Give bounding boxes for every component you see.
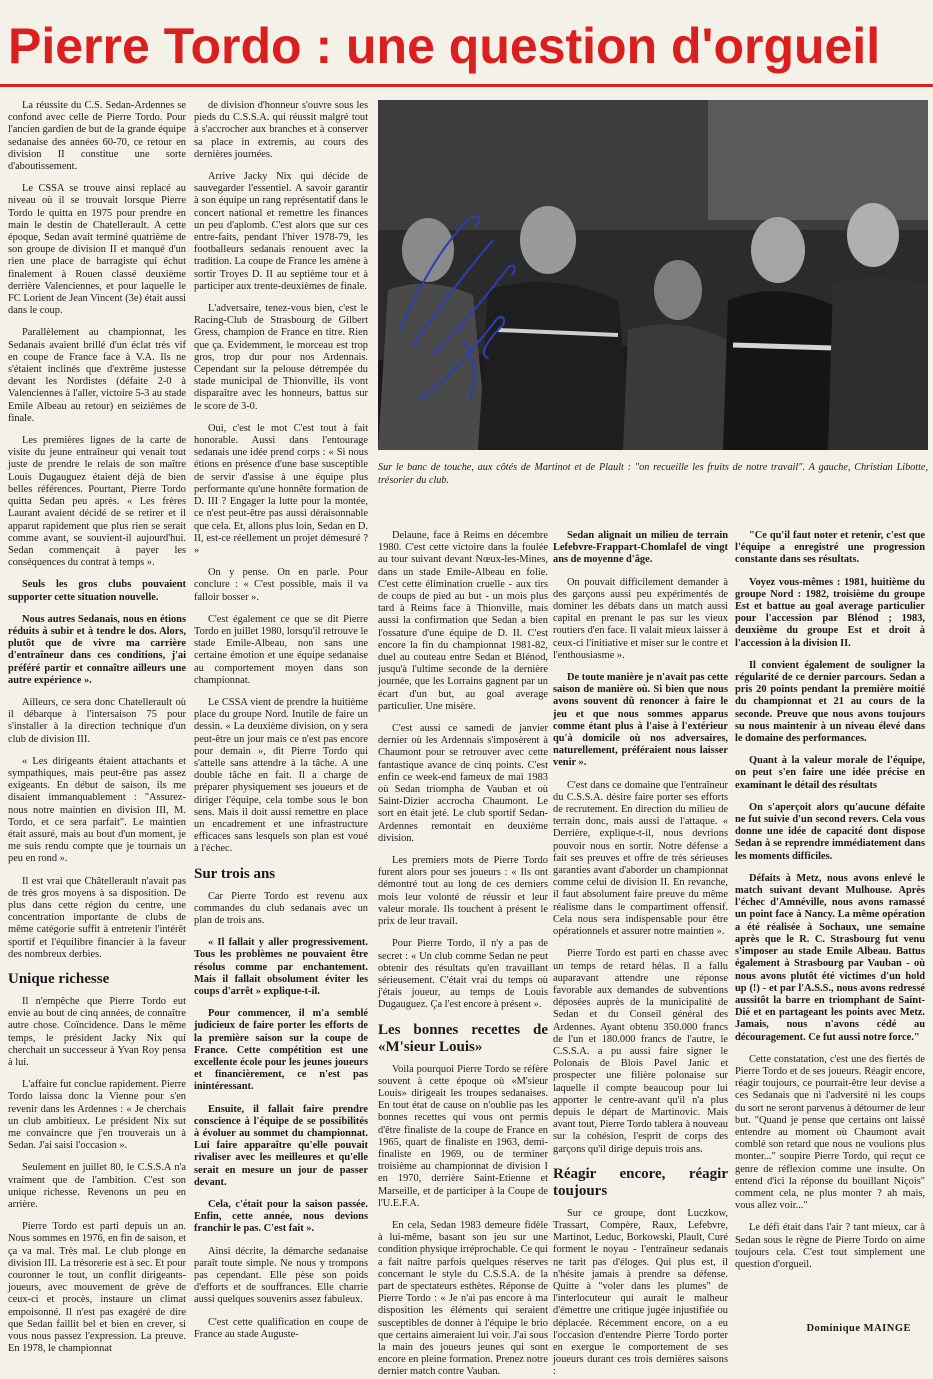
paragraph: En cela, Sedan 1983 demeure fidèle à lui-même, basant son jeu sur une condition physique irréprochable. Ce qui a fait naître parfois quelques réserves concernant le style du C.S.S.A. de la part de spectateurs esthètes. Réponse de Pierre Tordo : « Je n'ai pas encore à ma disposition les éléments qui seraient susceptibles de donner à l'équipe le brio que certains aimeraient lui voir. J'ai sous la main des joueurs jeunes qui sont encore en pleine formation. Prenez notre dernier match contre Vauban.	[378, 1219, 548, 1378]
article-title: Pierre Tordo : une question d'orgueil	[8, 18, 881, 74]
paragraph: De toute manière je n'avait pas cette saison de manière où. Si bien que nous avons souvent dû renoncer à faire le jeu et que nous sommes apparus comme étant plus à l'aise à l'extérieur qu'à domicile où nos adversaires, naturellement, préféraient nous laisser venir ».	[553, 672, 728, 769]
paragraph: C'est dans ce domaine que l'entraîneur du C.S.S.A. désire faire porter ses efforts de recrutement. En direction du milieu de terrain donc, mais aussi de l'attaque. « Derrière, explique-t-il, nous devrions pouvoir nous en sortir. Notre défense a fait ses preuves et offre de très sérieuses garanties avant d'aborder un championnat comme celui de division II. En revanche, il faut absolument faire preuve du même réalisme dans le compartiment offensif. Cela nous sera indispensable pour être opérationnels et assurer notre maintien ».	[553, 779, 728, 938]
paragraph: Oui, c'est le mot C'est tout à fait honorable. Aussi dans l'entourage sedanais une idée prend corps : « Si nous étions en présence d'une base susceptible de servir d'assise à une équipe plus performante qu'une honnête formation de D. III ? Engager la lutte pour la montée, ce n'est peut-être pas aussi déraisonnable que cela. Et, allons plus loin, Sedan en D. II, est-ce réellement un projet démesuré ? »	[194, 422, 368, 556]
paragraph: On s'aperçoit alors qu'aucune défaite ne fut suivie d'un second revers. Cela vous donne une idée de capacité dont dispose Sedan à se reprendre immédiatement dans les moments difficiles.	[735, 801, 925, 862]
paragraph: C'est cette qualification en coupe de France au stade Auguste-	[194, 1316, 368, 1340]
paragraph: Car Pierre Tordo est revenu aux commandes du club sedanais avec un plan de trois ans.	[194, 890, 368, 926]
paragraph: Ailleurs, ce sera donc Chatellerault où il débarque à l'intersaison 75 pour s'installer à la direction technique d'un club de division III.	[8, 696, 186, 745]
paragraph: Sur ce groupe, dont Luczkow, Trassart, Compère, Raux, Lefebvre, Martinot, Leduc, Borkowski, Plault, Curé forment le noyau - l'entraîneur sedanais ne tarit pas d'éloges. Qui plus est, il n'hésite jamais à prendre sa défense. Quitte à "voler dans les plumes" de l'interlocuteur qui aurait le malheur d'émettre une critique jugée injustifiée ou déplacée. Récemment encore, on a eu l'occasion d'entendre Pierre Tordo porter en exergue le comportement de ses joueurs durant ces trois dernières saisons :	[553, 1207, 728, 1378]
column-2	[194, 100, 368, 1340]
paragraph: Cette constatation, c'est une des fiertés de Pierre Tordo et de ses joueurs. Réagir encore, réagir toujours, ce pourrait-être leur devise a ces Sedanais que ni l'adversité ni les coups du sort ne seront parvenus à détourner de leur but. "Quand je pense que certains ont laissé entendre au moment où Chaumont avait comblé son retard que nous ne voulions plus monter..." soupire Pierre Tordo, qui reçut ce genre de réflexion comme une insulte. On entend d'ici la réponse du bouillant Niçois" comment cela, ne plus monter ? ah mais, vous allez voir..."	[735, 1053, 925, 1212]
section-heading: Sur trois ans	[194, 865, 276, 882]
paragraph: de division d'honneur s'ouvre sous les pieds du C.S.S.A. qui réussit malgré tout à s'accrocher aux branches et à conserver sa place in extremis, au cours des dernières journées.	[194, 100, 368, 160]
column-5	[735, 530, 925, 1320]
paragraph: On pouvait difficilement demander à des garçons aussi peu expérimentés de dominer les débats dans un match aussi capital en prenant le pas sur les vieux routiers d'en face. Il valait mieux laisser à ceux-ci l'initiative et miser sur le contre et l'enthousiasme ».	[553, 576, 728, 661]
paragraph: L'adversaire, tenez-vous bien, c'est le Racing-Club de Strasbourg de Gilbert Gress, champion de France en titre. Rien que ça. Evidemment, le morceau est trop gros, trop dur pour nos Ardennais. Cependant sur la pelouse détrempée du stade municipal de Thionville, ils vont disparaître avec les honneurs, battus sur le score de 3-0.	[194, 303, 368, 412]
paragraph: Pour commencer, il m'a semblé judicieux de faire porter les efforts de la première saison sur la coupe de France. Cette compétition est une excellente école pour les jeunes joueurs et financièrement, ce n'est pas inintéressant.	[194, 1008, 368, 1093]
paragraph: Défaits à Metz, nous avons enlevé le match suivant devant Mulhouse. Après l'échec d'Amnéville, nous avons ramassé un point face à Nancy. La même opération a été réalisée à Sochaux, une semaine après que le R. C. Strasbourg fut venu s'imposer au stade Emile Albeau. Battus également à Strasbourg par Vauban - où nous avons plutôt été victimes d'un hold up (!) - et par l'A.S.S., nous avons redressé aussitôt la barre en triomphant de Saint-Dié et en partageant les points avec Metz. Jamais, nous n'avons cédé au découragement. Ce fut aussi notre force."	[735, 872, 925, 1043]
paragraph: L'affaire fut conclue rapidement. Pierre Tordo laissa donc la Vienne pour s'en revenir dans les Ardennes : « Je cherchais un club ambitieux. Le président Nix sut me convaincre que j'en trouverais un à Sedan. J'ai saisi l'occasion ».	[8, 1079, 186, 1152]
paragraph: Seuls les gros clubs pouvaient supporter cette situation nouvelle.	[8, 579, 186, 603]
paragraph: Voila pourquoi Pierre Tordo se réfère souvent à cette époque où «M'sieur Louis» dirigeait les troupes sedanaises. En tout état de cause on n'oublie pas les bonnes recettes qui vous ont permis d'être finaliste de la coupe de France en 1965, quart de finaliste en 1963, demi-finaliste en 1969, ou de terminer troisième au championnat de division I en 1970, derrière Saint-Etienne et Marseille, et de participer à la Coupe de l'U.E.F.A.	[378, 1063, 548, 1209]
paragraph: Ainsi décrite, la démarche sedanaise paraît toute simple. Ne nous y trompons pas cependant. Elle pèse son poids d'efforts et de souffrances. Elle charrie aussi quelques souvenirs assez fabuleux.	[194, 1245, 368, 1306]
paragraph: Sedan alignait un milieu de terrain Lefebvre-Frappart-Chomlafel de vingt ans de moyenne d'âge.	[553, 530, 728, 566]
paragraph: Ensuite, il fallait faire prendre conscience à l'équipe de se possibilités à évoluer au sommet du championnat. Lui faire apparaître qu'elle pouvait rivaliser avec les meilleures et qu'elle serait en mesure un jour de passer devant.	[194, 1103, 368, 1188]
paragraph: C'est aussi ce samedi de janvier dernier où les Ardennais s'imposèrent à Chaumont pour se retrouver avec cette fantastique avance de cinq points. C'est enfin ce week-end fameux de mai 1983 où Sedan triompha de Vauban et où Saint-Dizier accrocha Chaumont. Le sort en était jeté. Le club sportif Sedan-Ardennes remontait en deuxième division.	[378, 723, 548, 844]
paragraph: Il convient également de souligner la régularité de ce dernier parcours. Sedan a pris 20 points pendant la première moitié du championnat et 21 au cours de la seconde. Preuve que nous avons toujours su nous maintenir à un niveau élevé dans le domaine des performances.	[735, 659, 925, 745]
paragraph: On y pense. On en parle. Pour conclure : « C'est possible, mais il va falloir bosser ».	[194, 567, 368, 603]
paragraph: Parallèlement au championnat, les Sedanais avaient brillé d'un éclat très vif en coupe de France face à V.A. Ils ne s'étaient inclinés que d'extrême justesse devant les Nordistes (défaite 2-0 à Valenciennes à l'aller, victoire 5-3 au stade Emile Albeau au retour) en seizièmes de finale.	[8, 327, 186, 424]
author-signature: Dominique MAINGE	[806, 1323, 911, 1334]
paragraph: Le CSSA vient de prendre la huitième place du groupe Nord. Inutile de faire un dessin. « La deuxième division, on y sera peut-être un jour mais ce n'est pas encore pour demain », dit Pierre Tordo qui s'attelle sans attendre à la tâche. A une double tâche en fait. Il a charge de préparer physiquement ses joueurs et de diriger l'équipe, cela tombe sous le bon sens. Mais il doit aussi remettre en place un encadrement et une infrastructure efficaces sans lesquels son plan est voué à l'échec.	[194, 696, 368, 855]
paragraph: Seulement en juillet 80, le C.S.S.A n'a vraiment que de l'ambition. C'est son unique richesse. Revenons un peu en arrière.	[8, 1162, 186, 1211]
paragraph: « Les dirigeants étaient attachants et sympathiques, mais peut-être pas assez exigeants. En début de saison, ils me disaient immanquablement : "Assurez-nous notre maintien en division III, M. Tordo, et ce sera parfait". Le maintien était assuré, mais au bout d'un moment, je me suis rendu compte que je tournais un peu en rond ».	[8, 755, 186, 865]
paragraph: Le CSSA se trouve ainsi replacé au niveau où il se trouvait lorsque Pierre Tordo le quitta en 1975 pour prendre en main le destin de Chatellerault. A cette époque, Sedan avait terminé quatrième de son groupe de division II et manqué d'un rien une place de barragiste qui échut finalement à Rouen classé deuxième derrière Valenciennes, et pour laquelle le FC Lorient de Jean Vincent (3e) était aussi dans le coup.	[8, 183, 186, 317]
paragraph: « Il fallait y aller progressivement. Tous les problèmes ne pouvaient être résolus comme par enchantement. Mais il fallait obsolument éviter les coups d'arrêt » explique-t-il.	[194, 937, 368, 997]
paragraph: Pierre Tordo est parti en chasse avec un temps de retard hélas. Il a fallu auparavant attendre une réponse favorable aux demandes de subventions déposées auprès de la municipalité de Sedan et du Conseil général des Ardennes. Ayant obtenu 350.000 francs de l'un et 180.000 francs de l'autre, le C.S.S.A. a pu aussi faire signer le Polonais de Blois Pavel Janic et prospecter une filière polonaise sur laquelle il compte beaucoup pour lui apporter le centre-avant qu'il n'a plus depuis le départ de Martinovic. Mais avant tout, Pierre Tordo tablera à nouveau sur la cohésion, l'esprit de corps des garçons qu'il dirige depuis trois ans.	[553, 948, 728, 1155]
paragraph: Les premiers mots de Pierre Tordo furent alors pour ses joueurs : « Ils ont démontré tout au long de ces derniers mois leur volonté de réussir et leur valeur morale. Ils touchent à présent le prix de leur travail.	[378, 855, 548, 928]
column-4	[553, 530, 728, 1378]
paragraph: Voyez vous-mêmes : 1981, huitième du groupe Nord : 1982, troisième du groupe Est et battue au goal average particulier pour l'accession par Blénod ; 1983, deuxième du groupe Est et droit à l'accession à la division II.	[735, 576, 925, 649]
paragraph: Nous autres Sedanais, nous en étions réduits à subir et à tendre le dos. Alors, plutôt que de vivre ma carrière d'entraîneur dans ces conditions, j'ai préféré partir et connaître ailleurs une autre expérience ».	[8, 613, 186, 686]
paragraph: Le défi était dans l'air ? tant mieux, car à Sedan sous le règne de Pierre Tordo on aime toujours cela. C'est tout simplement une question d'orgueil.	[735, 1222, 925, 1270]
photo-caption: Sur le banc de touche, aux côtés de Martinot et de Plault : "on recueille les fruits de notre travail". A gauche, Christian Libotte, trésorier du club.	[378, 462, 928, 486]
photo-players-on-bench	[378, 100, 928, 450]
paragraph: Arrive Jacky Nix qui décide de sauvegarder l'essentiel. A savoir garantir à son équipe un rang représentatif dans le concert national et remettre les finances un peu d'aplomb. C'est alors que sur ces entre-faits, pendant l'hiver 1978-79, les footballeurs sedanais renouent avec la tradition. La coupe de France les amène à sortir Troyes D. II au septième tour et à participer aux trente-deuxièmes de finale.	[194, 171, 368, 292]
paragraph: Les premières lignes de la carte de visite du jeune entraîneur qui venait tout juste de prendre le relais de son maître Louis Dugauguez étaient déjà de bien belles références. Pourtant, Pierre Tordo quitta Sedan peu après. « Les frères Laurant avaient décidé de se retirer et il apparut rapidement que plus rien se serait comme avant, se souvient-il aujourd'hui. Sedan commençait à payer les conséquences du contrat à temps ».	[8, 435, 186, 569]
paragraph: C'est également ce que se dit Pierre Tordo en juillet 1980, lorsqu'il retrouve le stade Emile-Albeau, non sans une certaine émotion et une équipe sedanaise au comportement moyen dans son championnat.	[194, 613, 368, 686]
column-1	[8, 100, 186, 1355]
column-3	[378, 530, 548, 1378]
paragraph: Pour Pierre Tordo, il n'y a pas de secret : « Un club comme Sedan ne peut obtenir des résultats qu'en travaillant sérieusement. C'était vrai du temps où j'étais joueur, au temps de Louis Dugauguez. Ça l'est encore à présent ».	[378, 938, 548, 1011]
section-heading: Unique richesse	[8, 971, 110, 987]
paragraph: Delaune, face à Reims en décembre 1980. C'est cette victoire dans la foulée au tour suivant devant Nœux-les-Mines, dans un stade Emile-Albeau en folie. C'est cette élimination cruelle - aux tirs de coups de pied au but - un mois plus tard à Reims face à Thionville, mais aussi la confirmation que Sedan a bien l'ossature d'une équipe de D. II. C'est encore la fin du championnat 1981-82, duel au couteau entre Sedan et Blénod, jusqu'à l'ultime seconde de la dernière journée, que les Lorrains gagnent par un écart d'un but, au goal average particulier. Une misère.	[378, 530, 548, 712]
paragraph: Cela, c'était pour la saison passée. Enfin, cette année, nous devions franchir le pas. C'est fait ».	[194, 1199, 368, 1235]
paragraph: "Ce qu'il faut noter et retenir, c'est que l'équipe a enregistré une progression constante dans ses résultats.	[735, 530, 925, 566]
section-heading: Réagir encore, réagir toujours	[553, 1165, 728, 1199]
title-rule	[0, 84, 933, 87]
paragraph: Il n'empêche que Pierre Tordo eut envie au bout de cinq années, de connaître autre chose. Coïncidence. Dans le même temps, le président Jacky Nix qui cherchait un successeur à Yvan Roy pensa à lui.	[8, 996, 186, 1069]
paragraph: La réussite du C.S. Sedan-Ardennes se confond avec celle de Pierre Tordo. Pour l'ancien gardien de but de la grande équipe sedanaise des années 60-70, ce retour en division II constitue une sorte d'aboutissement.	[8, 100, 186, 173]
paragraph: Il est vrai que Châtellerault n'avait pas de très gros moyens à sa disposition. De plus dans cette région du centre, une concentration importante de clubs de même catégorie suffit à entretenir l'intérêt sportif et l'équilibre financier à la faveur des nombreux derbies.	[8, 875, 186, 960]
autograph-signature	[378, 100, 928, 450]
paragraph: Pierre Tordo est parti depuis un an. Nous sommes en 1976, en fin de saison, et ça va mal. Très mal. Le club plonge en division III. La trésorerie est à sec. Et pour couronner le tout, un conflit dirigeants-joueurs, avec mouvement de grève de ceux-ci et procès, instaure un climat empoisonné. Il n'est pas exagéré de dire que Sedan faillit bel et bien en crever, si vous nous passez l'expression. La preuve. En 1978, le championnat	[8, 1221, 186, 1355]
paragraph: Quant à la valeur morale de l'équipe, on peut s'en faire une idée précise en examinant le détail des résultats	[735, 755, 925, 791]
section-heading: Les bonnes recettes de «M'sieur Louis»	[378, 1021, 548, 1055]
